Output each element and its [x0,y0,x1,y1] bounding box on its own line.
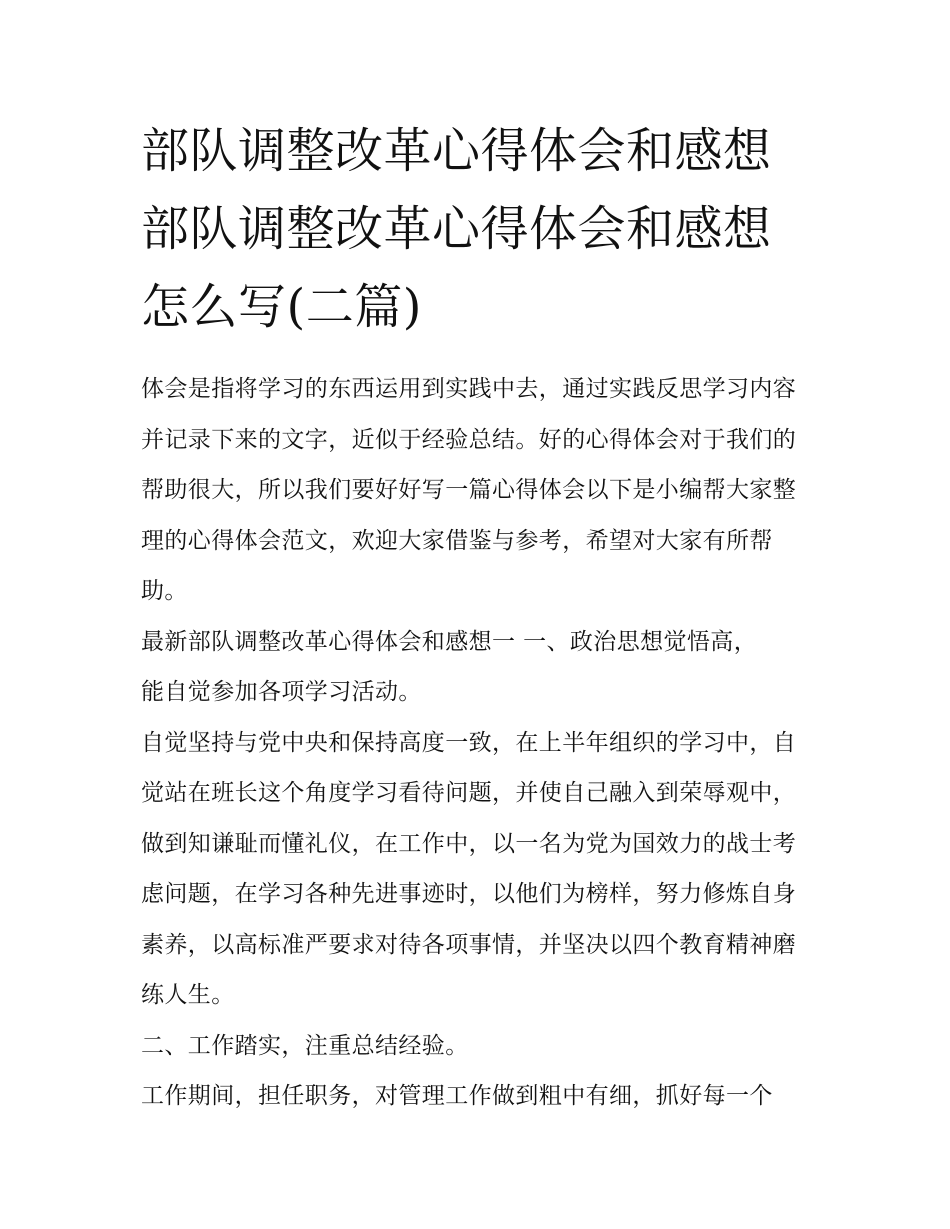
title-line-2: 部队调整改革心得体会和感想 [141,201,772,257]
document-page [141,112,813,1122]
section-2-heading: 二、工作踏实，注重总结经验。 [141,1032,469,1059]
intro-paragraph: 体会是指将学习的东西运用到实践中去，通过实践反思学习内容并记录下来的文字，近似于经验总结。好的心得体会对于我们的帮助很大，所以我们要好好写一篇心得体会以下是小编帮大家整理的心得体会范文，欢迎大家借鉴与参考，希望对大家有所帮助。 [141,376,797,604]
section-1-paragraph: 自觉坚持与党中央和保持高度一致，在上半年组织的学习中，自觉站在班长这个角度学习看待问题，并使自己融入到荣辱观中，做到知谦耻而懂礼仪，在工作中，以一名为党为国效力的战士考虑问题，在学习各种先进事迹时，以他们为榜样，努力修炼自身素养，以高标准严要求对待各项事情，并坚决以四个教育精神磨练人生。 [141,729,797,1008]
section-2-paragraph: 工作期间，担任职务，对管理工作做到粗中有细，抓好每一个 [141,1083,773,1109]
section-1-heading-line-1: 最新部队调整改革心得体会和感想一 一、政治思想觉悟高， [141,628,758,655]
title-line-3: 怎么写(二篇) [141,279,422,335]
title-line-1: 部队调整改革心得体会和感想 [141,123,772,179]
section-1-heading-line-2: 能自觉参加各项学习活动。 [141,679,422,705]
document-title [141,112,813,346]
